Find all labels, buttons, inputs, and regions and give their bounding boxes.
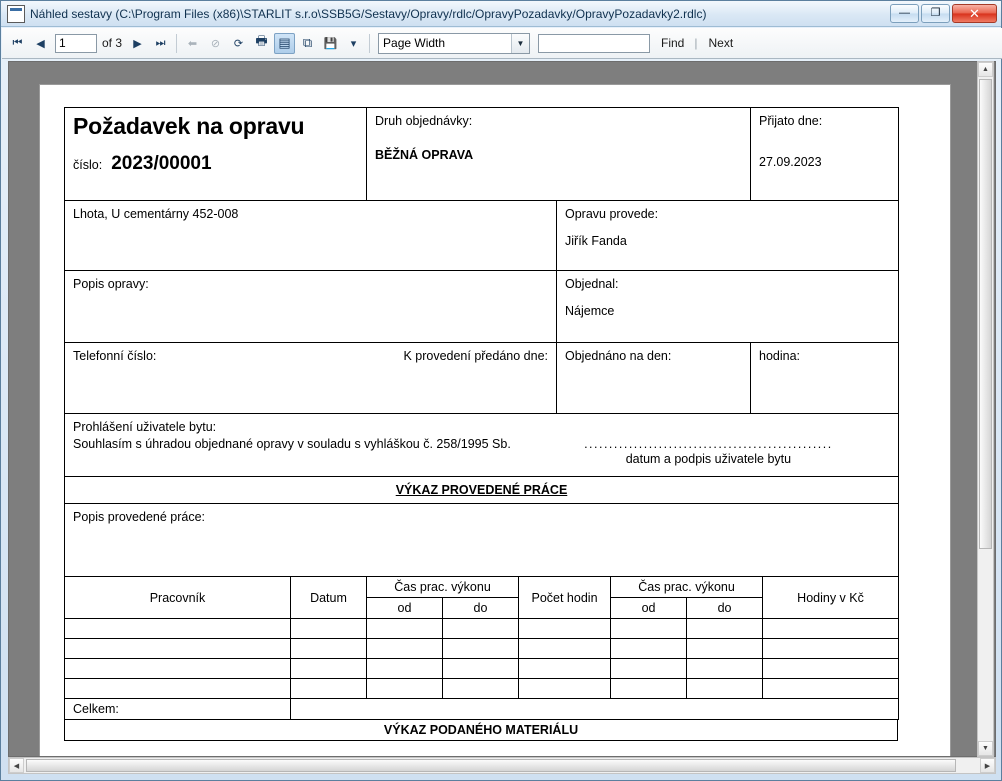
- table-row: [65, 659, 899, 679]
- opravu-provede-cell: [557, 201, 899, 271]
- previous-page-button[interactable]: [30, 33, 51, 54]
- zoom-select[interactable]: [378, 33, 530, 54]
- page-title: Požadavek na opravu: [73, 113, 305, 139]
- minimize-icon: —: [899, 7, 910, 19]
- adresa-row: [65, 201, 899, 271]
- first-page-button[interactable]: [7, 33, 28, 54]
- signature-dotted-line: ..................................................: [584, 437, 833, 451]
- find-button[interactable]: Find: [661, 36, 685, 50]
- last-page-button[interactable]: [150, 33, 171, 54]
- maximize-button[interactable]: [921, 4, 950, 23]
- next-page-icon: ▶: [133, 37, 142, 50]
- prohlaseni-label: Prohlášení uživatele bytu:: [73, 420, 217, 434]
- page-count-label: of 3: [102, 36, 123, 50]
- objednal-label: Objednal:: [565, 277, 619, 291]
- th-od-1: od: [367, 598, 443, 619]
- prohlaseni-cell: [65, 414, 899, 477]
- page-layout-icon: ▤: [278, 35, 291, 50]
- scroll-left-icon[interactable]: ◀: [9, 758, 24, 773]
- stop-icon: ⊘: [210, 37, 221, 50]
- back-button[interactable]: [182, 33, 203, 54]
- refresh-button[interactable]: [228, 33, 249, 54]
- next-page-button[interactable]: [127, 33, 148, 54]
- export-icon: 💾: [323, 37, 338, 50]
- export-dropdown-button[interactable]: [343, 33, 364, 54]
- cislo-row: [73, 153, 358, 175]
- th-od-2: od: [611, 598, 687, 619]
- th-datum: Datum: [291, 577, 367, 619]
- minimize-button[interactable]: [890, 4, 919, 23]
- druh-objednavky-cell: [367, 108, 751, 201]
- scroll-down-icon[interactable]: ▼: [978, 741, 993, 756]
- signature-caption: datum a podpis uživatele bytu: [625, 452, 792, 466]
- th-hodiny-v-kc: Hodiny v Kč: [763, 577, 899, 619]
- toolbar-separator-2: [369, 34, 370, 53]
- table-row: [65, 619, 899, 639]
- adresa-value: Lhota, U cementárny 452-008: [73, 207, 239, 221]
- prohlaseni-row: [65, 414, 899, 477]
- telefon-label: Telefonní číslo:: [73, 349, 157, 363]
- k-provedeni-label: K provedení předáno dne:: [403, 349, 548, 363]
- first-page-icon: ⏮: [12, 36, 23, 49]
- objednano-label: Objednáno na den:: [565, 349, 672, 363]
- th-pracovnik: Pracovník: [65, 577, 291, 619]
- back-arrow-icon: ⬅: [187, 37, 198, 50]
- opravu-provede-value: Jiřík Fanda: [565, 234, 627, 248]
- druh-objednavky-value: BĚŽNÁ OPRAVA: [375, 148, 474, 162]
- work-log-table: [64, 576, 899, 720]
- stop-button[interactable]: [205, 33, 226, 54]
- popis-provedene-cell: [65, 504, 899, 577]
- celkem-label: Celkem:: [65, 699, 291, 720]
- scroll-up-icon[interactable]: ▲: [978, 62, 993, 77]
- vykaz-prace-title-row: [65, 477, 899, 504]
- report-header-table: [64, 107, 899, 577]
- caption-buttons: [888, 4, 997, 23]
- table-row: [65, 639, 899, 659]
- opravu-provede-label: Opravu provede:: [565, 207, 659, 221]
- popis-opravy-row: [65, 271, 899, 343]
- app-icon: [7, 5, 25, 23]
- header-row: [65, 108, 899, 201]
- material-title-table: [64, 719, 898, 741]
- table-row: [65, 679, 899, 699]
- find-next-separator: |: [694, 36, 698, 50]
- close-icon: ✕: [969, 6, 980, 21]
- export-button[interactable]: [320, 33, 341, 54]
- objednal-cell: [557, 271, 899, 343]
- printer-icon: 🖶: [255, 33, 268, 48]
- title-bar: [1, 1, 1001, 27]
- hodina-cell: [751, 343, 899, 414]
- horizontal-scrollbar[interactable]: [8, 757, 996, 774]
- print-button[interactable]: [251, 33, 272, 54]
- celkem-row: [65, 699, 899, 720]
- page-setup-button[interactable]: [297, 33, 318, 54]
- th-cas-prac-vykonu-2: Čas prac. výkonu: [611, 577, 763, 598]
- report-page: [39, 84, 951, 757]
- hodina-label: hodina:: [759, 349, 801, 363]
- cislo-label: číslo:: [73, 158, 103, 173]
- document-viewport[interactable]: [8, 61, 996, 757]
- close-button[interactable]: [952, 4, 997, 23]
- th-do-1: do: [443, 598, 519, 619]
- telefon-cell: [65, 343, 557, 414]
- vertical-scroll-thumb[interactable]: [979, 79, 992, 549]
- title-cell: [65, 108, 367, 201]
- toolbar-separator-1: [176, 34, 177, 53]
- popis-opravy-label: Popis opravy:: [73, 277, 149, 291]
- prijato-dne-value: 27.09.2023: [759, 155, 822, 169]
- page-number-input[interactable]: [55, 34, 97, 53]
- page-setup-icon: ⧉: [302, 35, 313, 50]
- druh-objednavky-label: Druh objednávky:: [375, 114, 473, 128]
- maximize-icon: ❐: [930, 7, 941, 19]
- report-sheet: [64, 107, 898, 741]
- zoom-value: Page Width: [383, 36, 446, 50]
- prijato-dne-cell: [751, 108, 899, 201]
- chevron-down-icon: ▾: [350, 37, 357, 50]
- objednano-cell: [557, 343, 751, 414]
- table-header-row-1: [65, 577, 899, 598]
- zoom-chevron-down-icon: ▼: [511, 34, 529, 53]
- prijato-dne-label: Přijato dne:: [759, 114, 823, 128]
- find-input[interactable]: [538, 34, 650, 53]
- th-cas-prac-vykonu-1: Čas prac. výkonu: [367, 577, 519, 598]
- cislo-value: 2023/00001: [111, 153, 212, 175]
- vykaz-material-title: VÝKAZ PODANÉHO MATERIÁLU: [65, 720, 898, 741]
- refresh-icon: ⟳: [233, 37, 244, 50]
- scroll-right-icon[interactable]: ▶: [980, 758, 995, 773]
- telefon-row: [65, 343, 899, 414]
- last-page-icon: ⏭: [155, 36, 166, 49]
- page-layout-button[interactable]: [274, 33, 295, 54]
- vertical-scrollbar[interactable]: [977, 61, 994, 757]
- preview-toolbar: [2, 28, 1002, 59]
- vykaz-material-title-row: [65, 720, 898, 741]
- vykaz-prace-title: VÝKAZ PROVEDENÉ PRÁCE: [65, 477, 899, 504]
- th-pocet-hodin: Počet hodin: [519, 577, 611, 619]
- popis-opravy-cell: [65, 271, 557, 343]
- souhlas-text: Souhlasím s úhradou objednané opravy v souladu s vyhláškou č. 258/1995 Sb.: [73, 437, 511, 451]
- horizontal-scroll-thumb[interactable]: [26, 759, 956, 772]
- previous-page-icon: ◀: [36, 37, 45, 50]
- popis-provedene-row: [65, 504, 899, 577]
- adresa-cell: [65, 201, 557, 271]
- window-title: Náhled sestavy (C:\Program Files (x86)\STARLIT s.r.o\SSB5G/Sestavy/Opravy/rdlc/OpravyPozadavky/OpravyPozadavky2.rdlc): [30, 6, 707, 21]
- th-do-2: do: [687, 598, 763, 619]
- find-next-button[interactable]: Next: [708, 36, 734, 50]
- objednal-value: Nájemce: [565, 304, 615, 318]
- popis-provedene-label: Popis provedené práce:: [73, 510, 206, 524]
